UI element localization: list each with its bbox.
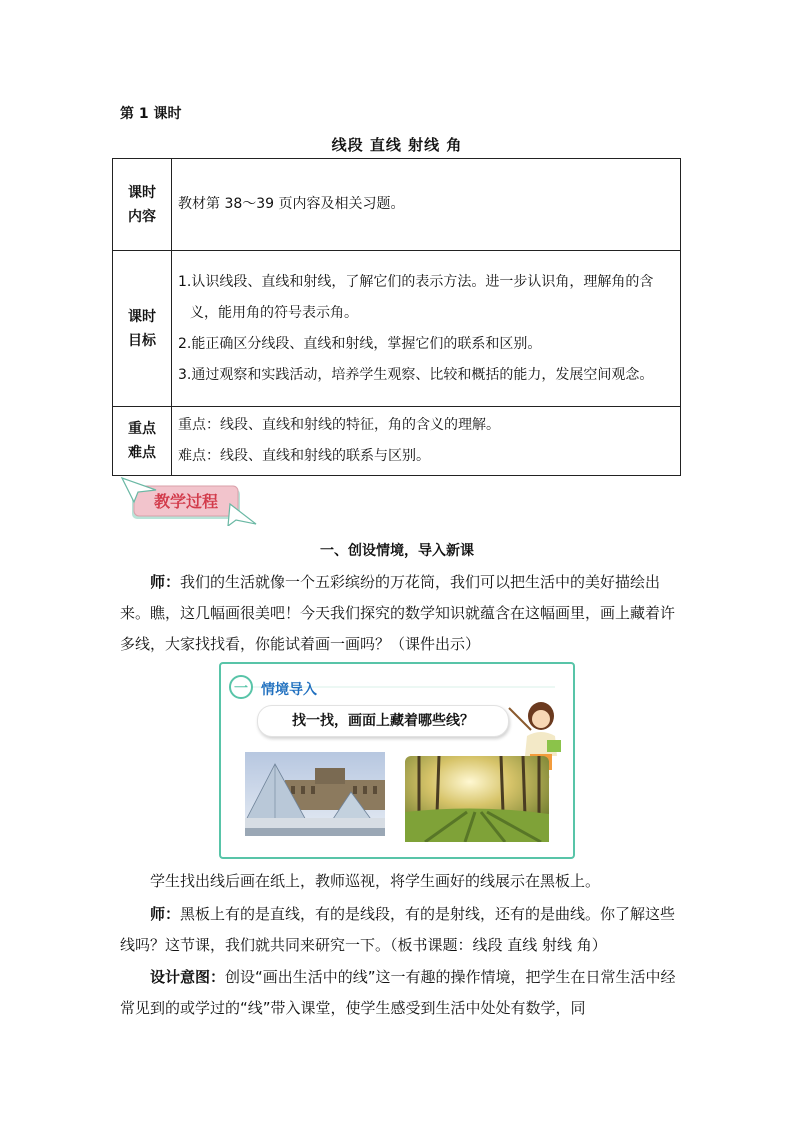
teaching-process-badge xyxy=(118,476,258,526)
slide-label: 情境导入 xyxy=(261,682,317,698)
lesson-number: 第 1 课时 xyxy=(120,106,182,122)
speech-bubble: 找一找，画面上藏着哪些线？ xyxy=(257,705,509,737)
speaker-label: 设计意图： xyxy=(150,968,226,986)
paper-plane-icon xyxy=(228,504,256,526)
key-point: 重点：线段、直线和射线的特征，角的含义的理解。 xyxy=(178,417,500,433)
paragraph-teacher-intro: 师：我们的生活就像一个五彩缤纷的万花筒，我们可以把生活中的美好描绘出来。瞧，这几幅画很美吧！今天我们探究的数学知识就蕴含在这幅画里，画上藏着许多线，大家找找看，你能试着画一画吗？（课件出示） xyxy=(120,573,676,653)
section-title: 一、创设情境，导入新课 xyxy=(320,543,474,559)
speaker-label: 师： xyxy=(150,573,181,591)
content-cell: 教材第 38～39 页内容及相关习题。 xyxy=(172,159,681,251)
goal-item: 3.通过观察和实践活动，培养学生观察、比较和概括的能力，发展空间观念。 xyxy=(178,366,654,383)
key-cell xyxy=(172,407,681,476)
goals-header: 课时 目标 xyxy=(113,251,172,407)
goals-cell xyxy=(172,251,681,407)
badge-text: 教学过程 xyxy=(153,492,219,511)
forest-photo xyxy=(405,756,549,842)
goal-item: 1.认识线段、直线和射线，了解它们的表示方法。进一步认识角，理解角的含义，能用角的符号表示角。 xyxy=(178,273,654,321)
section-number-icon: 一 xyxy=(234,681,248,697)
courseware-slide xyxy=(219,662,575,859)
lesson-plan-table xyxy=(112,158,681,476)
paragraph-design-intent: 设计意图：创设“画出生活中的线”这一有趣的操作情境，把学生在日常生活中经常见到的或学过的“线”带入课堂，使学生感受到生活中处处有数学，同 xyxy=(120,968,676,1017)
page-title: 线段 直线 射线 角 xyxy=(331,136,463,154)
difficulty: 难点：线段、直线和射线的联系与区别。 xyxy=(178,448,430,464)
speaker-label: 师： xyxy=(150,905,181,923)
key-header: 重点 难点 xyxy=(113,407,172,476)
goal-item: 2.能正确区分线段、直线和射线，掌握它们的联系和区别。 xyxy=(178,335,542,352)
paragraph-student-activity: 学生找出线后画在纸上，教师巡视，将学生画好的线展示在黑板上。 xyxy=(150,872,601,890)
paragraph-teacher-explain: 师：黑板上有的是直线，有的是线段，有的是射线，还有的是曲线。你了解这些线吗？这节课，我们就共同来研究一下。（板书课题：线段 直线 射线 角） xyxy=(120,905,676,954)
louvre-photo xyxy=(245,752,385,836)
content-header: 课时 内容 xyxy=(113,159,172,251)
